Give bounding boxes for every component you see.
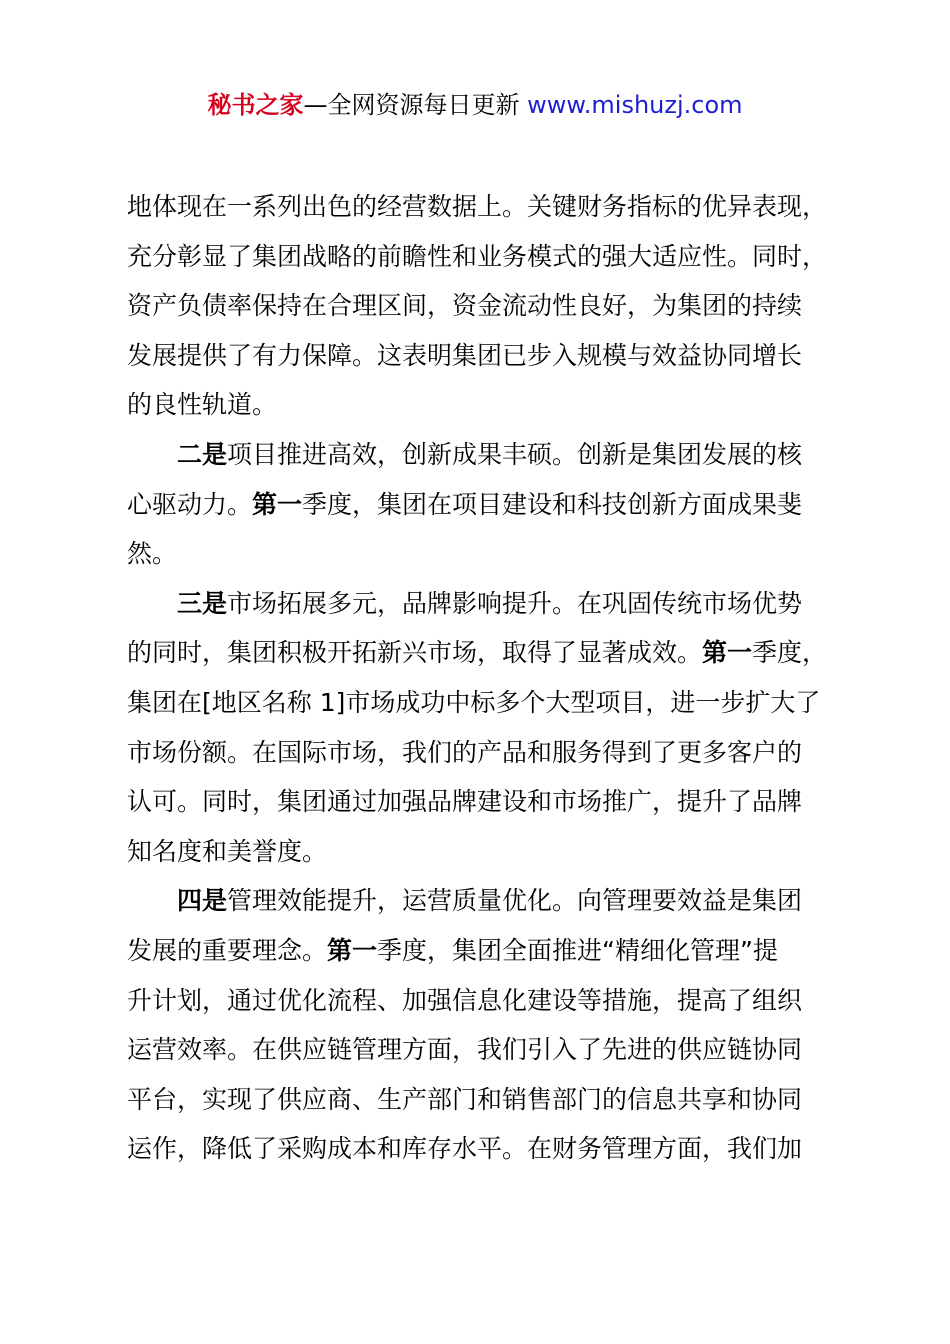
text-line xyxy=(127,1124,847,1174)
text-line xyxy=(127,380,847,430)
text-run: 季度，集团全面推进“精细化管理”提 xyxy=(377,935,778,965)
site-url: www.mishuzj.com xyxy=(527,91,743,119)
text-run: 发展的重要理念。 xyxy=(127,935,328,965)
bold-text: 二是 xyxy=(177,439,228,469)
text-run: 地体现在一系列出色的经营数据上。关键财务指标的优异表现， xyxy=(127,192,828,221)
text-run: 管理效能提升，运营质量优化。向管理要效益是集团 xyxy=(227,886,803,916)
text-line xyxy=(127,331,847,381)
text-run: 集团在[地区名称 1]市场成功中标多个大型项目，进一步扩大了 xyxy=(127,687,821,717)
text-line xyxy=(127,480,847,530)
document-body xyxy=(127,182,847,1174)
text-run: 市场拓展多元，品牌影响提升。在巩固传统市场优势 xyxy=(227,588,803,618)
text-run: 的同时，集团积极开拓新兴市场，取得了显著成效。 xyxy=(127,638,703,668)
bold-text: 第一 xyxy=(702,638,753,668)
text-run: 资产负债率保持在合理区间，资金流动性良好，为集团的持续 xyxy=(127,291,803,321)
text-line xyxy=(127,529,847,579)
text-run: 认可。同时，集团通过加强品牌建设和市场推广，提升了品牌 xyxy=(127,787,803,817)
text-run: 季度，集团在项目建设和科技创新方面成果斐 xyxy=(302,489,803,519)
text-line xyxy=(127,876,847,926)
text-line xyxy=(127,926,847,976)
text-run: 的良性轨道。 xyxy=(127,390,278,420)
text-line xyxy=(127,827,847,877)
text-run xyxy=(127,886,177,915)
text-run: 季度， xyxy=(752,638,828,668)
text-line xyxy=(127,628,847,678)
text-line xyxy=(127,579,847,629)
text-run xyxy=(127,440,177,469)
text-run xyxy=(127,589,177,618)
text-run: 充分彰显了集团战略的前瞻性和业务模式的强大适应性。同时， xyxy=(127,241,828,271)
text-run: 市场份额。在国际市场，我们的产品和服务得到了更多客户的 xyxy=(127,737,803,767)
text-run: 运作，降低了采购成本和库存水平。在财务管理方面，我们加 xyxy=(127,1134,803,1164)
bold-text: 第一 xyxy=(327,935,378,965)
bold-text: 第一 xyxy=(252,489,303,519)
text-run: 运营效率。在供应链管理方面，我们引入了先进的供应链协同 xyxy=(127,1035,803,1065)
text-line xyxy=(127,1025,847,1075)
brand-name: 秘书之家 xyxy=(207,91,304,119)
bold-text: 三是 xyxy=(177,588,228,618)
text-run: 项目推进高效，创新成果丰硕。创新是集团发展的核 xyxy=(227,439,803,469)
bold-text: 四是 xyxy=(177,886,228,916)
text-line xyxy=(127,728,847,778)
text-line xyxy=(127,777,847,827)
text-run: 然。 xyxy=(127,539,178,569)
text-run: 发展提供了有力保障。这表明集团已步入规模与效益协同增长 xyxy=(127,340,803,370)
text-line xyxy=(127,678,847,728)
text-line xyxy=(127,182,847,232)
text-line xyxy=(127,232,847,282)
site-header xyxy=(0,88,950,122)
text-run: 心驱动力。 xyxy=(127,489,253,519)
text-line xyxy=(127,1075,847,1125)
text-line xyxy=(127,430,847,480)
text-run: 知名度和美誉度。 xyxy=(127,836,328,866)
header-slogan: —全网资源每日更新 xyxy=(303,91,520,119)
text-run: 平台，实现了供应商、生产部门和销售部门的信息共享和协同 xyxy=(127,1084,803,1114)
text-line xyxy=(127,281,847,331)
text-run: 升计划，通过优化流程、加强信息化建设等措施，提高了组织 xyxy=(127,985,803,1015)
text-line xyxy=(127,976,847,1026)
